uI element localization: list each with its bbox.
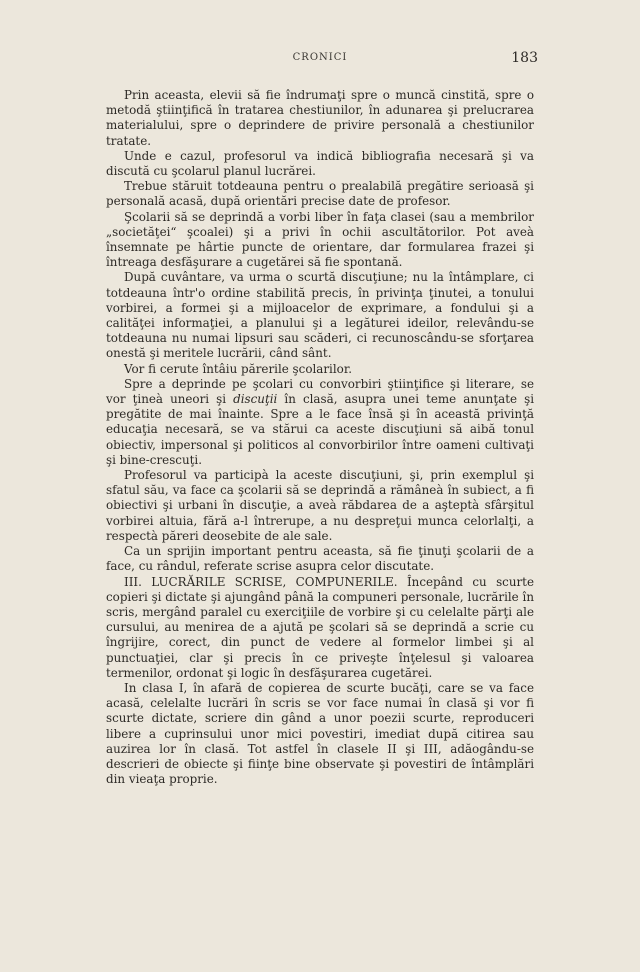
page-number: 183	[511, 50, 538, 66]
page-header	[0, 50, 640, 70]
paragraph: Şcolarii să se deprindă a vorbi liber în faţa clasei (sau a membrilor „societăţei“ şcoalei) şi a privi în ochii ascultătorilor. Pot aveà însemnate pe hârtie puncte de orientare, dar formularea frazei şi întreaga desfăşurare a cugetărei să fie spontană.	[106, 209, 534, 270]
body-text	[106, 88, 534, 787]
paragraph: In clasa I, în afară de copierea de scurte bucăţi, care se va face acasă, celelalte lucrări în scris se vor face numai în clasă şi vor fi scurte dictate, scriere din gând a unor poezii scurte, reproduceri libere a cuprinsului unor mici povestiri, imediat după citirea sau auzirea lor în clasă. Tot astfel în clasele II şi III, adăogându-se descrieri de obiecte şi fiinţe bine observate şi povestiri de întâmplări din vieaţa proprie.	[106, 680, 534, 787]
section-paragraph: III. LUCRĂRILE SCRISE, COMPUNERILE. Începând cu scurte copieri şi dictate şi ajungând până la compuneri personale, lucrările în scris, mergând paralel cu exerciţiile de vorbire şi cu celelalte părţi ale cursului, au menirea de a ajută pe şcolari să se deprindă a scrie cu îngrijire, corect, din punct de vedere al formelor limbei şi al punctuaţiei, clar şi precis în ce priveşte înţelesul şi valoarea termenilor, ordonat şi logic în desfăşurarea cugetărei.	[106, 574, 534, 680]
paragraph: Vor fi cerute întâiu părerile şcolarilor.	[124, 361, 352, 376]
paragraph-text: Spre a deprinde pe şcolari cu convorbiri ştiinţifice şi literare, se vor ţineà uneori şi	[106, 376, 534, 407]
paragraph: Trebue stăruit totdeauna pentru o prealabilă pregătire serioasă şi personală acasă, după orientări precise date de profesor.	[106, 179, 534, 209]
paragraph: Ca un sprijin important pentru aceasta, să fie ţinuţi şcolarii de a face, cu rândul, referate scrise asupra celor discutate.	[106, 544, 534, 574]
paragraph: După cuvântare, va urma o scurtă discuţiune; nu la întâmplare, ci totdeauna într'o ordine stabilită precis, în privinţa ţinutei, a tonului vorbirei, a formei şi a mijloacelor de exprimare, a fondului şi a calităţei informaţiei, a planului şi a legăturei ideilor, relevându-se totdeauna nu numai lipsuri sau scăderi, ci recunoscându-se sforţarea onestă şi meritele lucrării, când sânt.	[106, 270, 534, 361]
running-head: CRONICI	[292, 52, 348, 63]
paragraph-text: în clasă, asupra unei teme anunţate şi pregătite de mai înainte. Spre a le face însă şi în această privinţă educaţia necesară, se va stărui ca aceste discuţiuni să aibă tonul obiectiv, impersonal şi politicos al convorbirilor între oameni cultivaţi şi bine-crescuţi.	[106, 392, 534, 467]
italic-term: discuţii	[233, 392, 278, 407]
paragraph: Prin aceasta, elevii să fie îndrumaţi spre o muncă cinstită, spre o metodă ştiinţifică în tratarea chestiunilor, în adunarea şi prelucrarea materialului, spre o deprindere de privire personală a chestiunilor tratate.	[106, 88, 534, 148]
paragraph: Unde e cazul, profesorul va indică bibliografia necesară şi va discută cu şcolarul planul lucrărei.	[106, 148, 534, 179]
paragraph: Profesorul va participà la aceste discuţiuni, şi, prin exemplul şi sfatul său, va face ca şcolarii să se deprindă a rămâneà în subiect, a fi obiectivi şi urbani în discuţie, a aveà răbdarea de a aşteptà sfârşitul vorbirei altuia, fără a-l întrerupe, a nu despreţui munca celorlalţi, a respectà păreri deosebite de ale sale.	[106, 468, 534, 543]
paragraph	[106, 377, 534, 468]
